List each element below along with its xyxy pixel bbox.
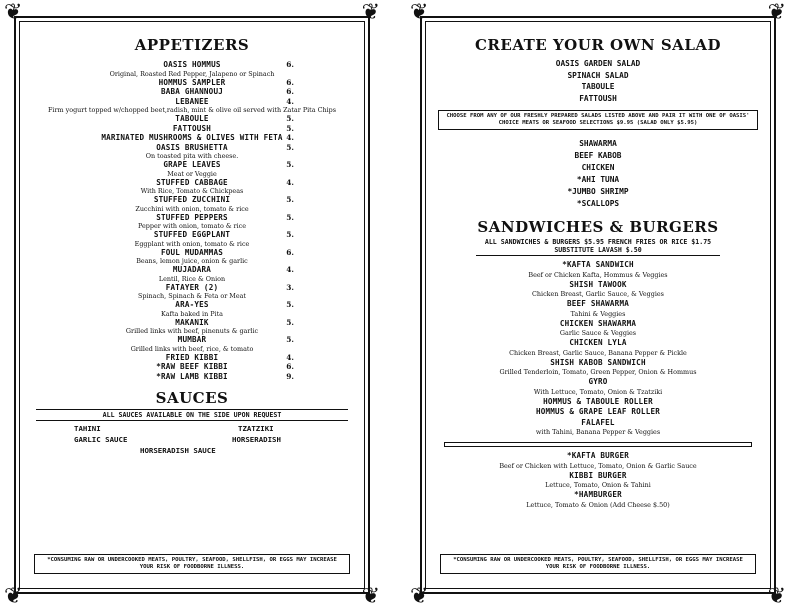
item-name: HOMMUS & GRAPE LEAF ROLLER bbox=[535, 407, 661, 416]
item-name: BABA GHANNOUJ bbox=[160, 87, 224, 96]
item-price: 5. bbox=[286, 212, 294, 222]
ornament-icon: ❦ bbox=[410, 0, 429, 25]
item-description: Firm yogurt topped w/chopped beet,radish, mint & olive oil served with Zatar Pita Chips bbox=[47, 106, 337, 114]
item-name: SHISH KABOB SANDWICH bbox=[550, 357, 646, 367]
right-content bbox=[436, 32, 760, 578]
item-price: 5. bbox=[286, 114, 294, 123]
item-name: BEEF SHAWARMA bbox=[566, 299, 630, 308]
protein-item: *SCALLOPS bbox=[576, 199, 620, 208]
item-name: OASIS BRUSHETTA bbox=[156, 142, 228, 152]
ornament-icon: ❦ bbox=[410, 584, 429, 609]
item-price: 5. bbox=[286, 317, 294, 327]
item-name: *KAFTA BURGER bbox=[566, 451, 630, 460]
menu-item bbox=[436, 471, 760, 491]
menu-item bbox=[436, 338, 760, 358]
menu-item bbox=[30, 213, 354, 231]
item-price: 5. bbox=[286, 195, 294, 204]
salad-title: CREATE YOUR OWN SALAD bbox=[474, 36, 722, 54]
menu-item bbox=[436, 397, 760, 408]
item-price: 6. bbox=[286, 247, 294, 257]
burger-list bbox=[436, 451, 760, 510]
sauces-list bbox=[30, 424, 354, 458]
menu-item bbox=[30, 160, 354, 178]
lavash-note: SUBSTITUTE LAVASH $.50 bbox=[554, 246, 642, 254]
item-price: 6. bbox=[286, 362, 294, 371]
item-name: STUFFED ZUCCHINI bbox=[153, 195, 231, 204]
item-name: *RAW LAMB KIBBI bbox=[156, 371, 228, 381]
ornament-icon: ❦ bbox=[4, 584, 23, 609]
item-name: ARA-YES bbox=[175, 300, 209, 309]
item-price: 9. bbox=[286, 371, 294, 381]
sandwich-note: ALL SANDWICHES & BURGERS $5.95 FRENCH FRIES OR RICE $1.75 bbox=[484, 238, 712, 246]
item-name: *KAFTA SANDWICH bbox=[562, 260, 634, 269]
item-price: 6. bbox=[286, 60, 294, 69]
item-price: 4. bbox=[286, 352, 294, 362]
menu-item bbox=[436, 490, 760, 510]
appetizer-list bbox=[30, 60, 354, 381]
item-price: 5. bbox=[286, 335, 294, 344]
salad-item: FATTOUSH bbox=[579, 93, 617, 103]
sauces-note: ALL SAUCES AVAILABLE ON THE SIDE UPON REQUEST bbox=[102, 411, 282, 419]
item-name: STUFFED PEPPERS bbox=[156, 212, 228, 222]
divider bbox=[36, 409, 348, 410]
protein-item: *AHI TUNA bbox=[576, 175, 620, 184]
item-price: 5. bbox=[286, 300, 294, 309]
item-description: Beef or Chicken with Lettuce, Tomato, Onion & Garlic Sauce bbox=[499, 461, 697, 470]
menu-item bbox=[30, 124, 354, 134]
salad-item: TABOULE bbox=[581, 82, 615, 91]
item-name: CHICKEN LYLA bbox=[569, 338, 627, 347]
menu-item bbox=[30, 353, 354, 363]
item-price: 3. bbox=[286, 282, 294, 292]
item-price: 5. bbox=[286, 230, 294, 239]
item-price: 5. bbox=[286, 123, 294, 133]
item-description: Grilled Tenderloin, Tomato, Green Pepper, Onion & Hommus bbox=[499, 368, 697, 376]
menu-item bbox=[436, 377, 760, 397]
menu-item bbox=[30, 114, 354, 124]
item-description: Chicken Breast, Garlic Sauce, & Veggies bbox=[532, 290, 664, 298]
menu-item bbox=[436, 299, 760, 319]
menu-item bbox=[30, 87, 354, 97]
menu-item bbox=[30, 283, 354, 301]
item-price: 4. bbox=[286, 133, 294, 142]
menu-item bbox=[30, 97, 354, 115]
menu-item bbox=[436, 418, 760, 438]
item-name: GRAPE LEAVES bbox=[163, 160, 221, 169]
protein-item: SHAWARMA bbox=[579, 139, 617, 148]
item-name: KIBBI BURGER bbox=[569, 470, 627, 480]
left-content bbox=[30, 32, 354, 578]
item-name: FATAYER (2) bbox=[165, 282, 219, 292]
protein-list bbox=[436, 138, 760, 210]
item-description: Pepper with onion, tomato & rice bbox=[137, 222, 247, 230]
item-description: Tahini & Veggies bbox=[570, 309, 626, 318]
item-name: MUMBAR bbox=[177, 335, 207, 344]
ornament-icon: ❦ bbox=[767, 0, 786, 25]
menu-item bbox=[30, 133, 354, 143]
menu-item bbox=[30, 230, 354, 248]
item-description: Beef or Chicken Kafta, Hommus & Veggies bbox=[528, 270, 668, 279]
item-description: With Rice, Tomato & Chickpeas bbox=[140, 187, 244, 195]
item-price: 5. bbox=[286, 160, 294, 169]
divider bbox=[36, 420, 348, 421]
item-name: FATTOUSH bbox=[172, 123, 212, 133]
sandwich-list bbox=[436, 260, 760, 437]
item-price: 6. bbox=[286, 87, 294, 96]
salad-item: OASIS GARDEN SALAD bbox=[555, 59, 641, 68]
item-name: HOMMUS SAMPLER bbox=[158, 77, 226, 87]
sauce-item: TAHINI bbox=[74, 424, 101, 433]
menu-item bbox=[30, 362, 354, 372]
menu-item bbox=[436, 280, 760, 300]
sauce-item: HORSERADISH bbox=[232, 435, 281, 444]
item-description: Beans, lemon juice, onion & garlic bbox=[136, 257, 248, 265]
item-description: Lettuce, Tomato, Onion & Tahini bbox=[545, 481, 651, 489]
menu-item bbox=[30, 178, 354, 196]
menu-item bbox=[30, 78, 354, 88]
item-name: FALAFEL bbox=[581, 417, 615, 427]
menu-page-left bbox=[4, 0, 380, 609]
menu-item bbox=[30, 335, 354, 353]
divider-bar bbox=[444, 442, 752, 447]
menu-item bbox=[436, 407, 760, 418]
foodborne-warning: *CONSUMING RAW OR UNDERCOOKED MEATS, POULTRY, SEAFOOD, SHELLFISH, OR EGGS MAY INCREASE YOUR RISK OF FOODBORNE ILLNESS. bbox=[34, 554, 350, 574]
menu-item bbox=[30, 143, 354, 161]
menu-item bbox=[30, 372, 354, 382]
item-name: FRIED KIBBI bbox=[165, 352, 219, 362]
menu-item bbox=[30, 60, 354, 78]
item-price: 4. bbox=[286, 177, 294, 187]
menu-item bbox=[436, 319, 760, 339]
menu-item bbox=[30, 195, 354, 213]
sauce-item: TZATZIKI bbox=[238, 424, 274, 433]
item-name: *RAW BEEF KIBBI bbox=[156, 362, 228, 371]
item-name: OASIS HOMMUS bbox=[163, 60, 221, 69]
item-description: with Tahini, Banana Pepper & Veggies bbox=[535, 428, 661, 436]
salad-list bbox=[436, 58, 760, 104]
item-description: Original, Roasted Red Pepper, Jalapeno or Spinach bbox=[109, 69, 275, 78]
item-description: Grilled links with beef, pinenuts & garlic bbox=[125, 327, 259, 335]
menu-item bbox=[30, 248, 354, 266]
item-description: Kafta baked in Pita bbox=[161, 309, 223, 318]
item-price: 4. bbox=[286, 265, 294, 274]
item-name: GYRO bbox=[588, 377, 608, 386]
protein-item: BEEF KABOB bbox=[574, 151, 622, 160]
item-name: MUJADARA bbox=[172, 265, 212, 274]
menu-item bbox=[436, 358, 760, 378]
item-name: FOUL MUDAMMAS bbox=[160, 247, 224, 257]
item-price: 4. bbox=[286, 96, 294, 106]
item-name: MAKANIK bbox=[175, 317, 209, 327]
menu-item bbox=[436, 451, 760, 471]
sauce-item: HORSERADISH SAUCE bbox=[140, 446, 216, 455]
item-description: Zucchini with onion, tomato & rice bbox=[135, 204, 249, 213]
item-name: *HAMBURGER bbox=[574, 490, 622, 499]
sauce-item: GARLIC SAUCE bbox=[74, 435, 128, 444]
item-description: With Lettuce, Tomato, Onion & Tzatziki bbox=[533, 387, 663, 396]
item-name: TABOULE bbox=[175, 114, 209, 123]
protein-item: *JUMBO SHRIMP bbox=[567, 187, 629, 196]
divider bbox=[476, 255, 720, 256]
sauces-title: SAUCES bbox=[155, 389, 229, 407]
foodborne-warning: *CONSUMING RAW OR UNDERCOOKED MEATS, POULTRY, SEAFOOD, SHELLFISH, OR EGGS MAY INCREASE YOUR RISK OF FOODBORNE ILLNESS. bbox=[440, 554, 756, 574]
sandwich-title: SANDWICHES & BURGERS bbox=[477, 218, 719, 236]
item-description: Garlic Sauce & Veggies bbox=[559, 329, 637, 337]
item-description: Chicken Breast, Garlic Sauce, Banana Pepper & Pickle bbox=[509, 348, 687, 357]
ornament-icon: ❦ bbox=[361, 0, 380, 25]
menu-page-right bbox=[410, 0, 786, 609]
menu-item bbox=[30, 265, 354, 283]
item-name: STUFFED EGGPLANT bbox=[153, 230, 231, 239]
ornament-icon: ❦ bbox=[361, 584, 380, 609]
item-name: LEBANEE bbox=[175, 96, 209, 106]
appetizers-title: APPETIZERS bbox=[134, 36, 250, 54]
item-description: On toasted pita with cheese. bbox=[145, 152, 239, 160]
item-name: SHISH TAWOOK bbox=[569, 279, 627, 289]
item-name: CHICKEN SHAWARMA bbox=[559, 318, 637, 328]
item-description: Meat or Veggie bbox=[167, 169, 217, 178]
ornament-icon: ❦ bbox=[767, 584, 786, 609]
item-description: Eggplant with onion, tomato & rice bbox=[134, 239, 250, 248]
item-name: MARINATED MUSHROOMS & OLIVES WITH FETA bbox=[101, 133, 283, 142]
ornament-icon: ❦ bbox=[4, 0, 23, 25]
item-price: 6. bbox=[286, 77, 294, 87]
protein-item: CHICKEN bbox=[581, 163, 615, 172]
salad-item: SPINACH SALAD bbox=[567, 70, 629, 80]
item-description: Spinach, Spinach & Feta or Meat bbox=[138, 292, 246, 300]
item-description: Lentil, Rice & Onion bbox=[158, 274, 226, 283]
item-price: 5. bbox=[286, 142, 294, 152]
menu-item bbox=[30, 318, 354, 336]
salad-note: CHOOSE FROM ANY OF OUR FRESHLY PREPARED SALADS LISTED ABOVE AND PAIR IT WITH ONE OF OASIS' CHOICE MEATS OR SEAFOOD SELECTIONS $9.95 (SALAD ONLY $5.95) bbox=[438, 110, 758, 130]
item-name: STUFFED CABBAGE bbox=[156, 177, 228, 187]
item-description: Lettuce, Tomato & Onion (Add Cheese $.50) bbox=[526, 500, 670, 509]
item-description: Grilled links with beef, rice, & tomato bbox=[130, 344, 254, 353]
menu-item bbox=[436, 260, 760, 280]
item-name: HOMMUS & TABOULE ROLLER bbox=[543, 396, 653, 406]
menu-item bbox=[30, 300, 354, 318]
